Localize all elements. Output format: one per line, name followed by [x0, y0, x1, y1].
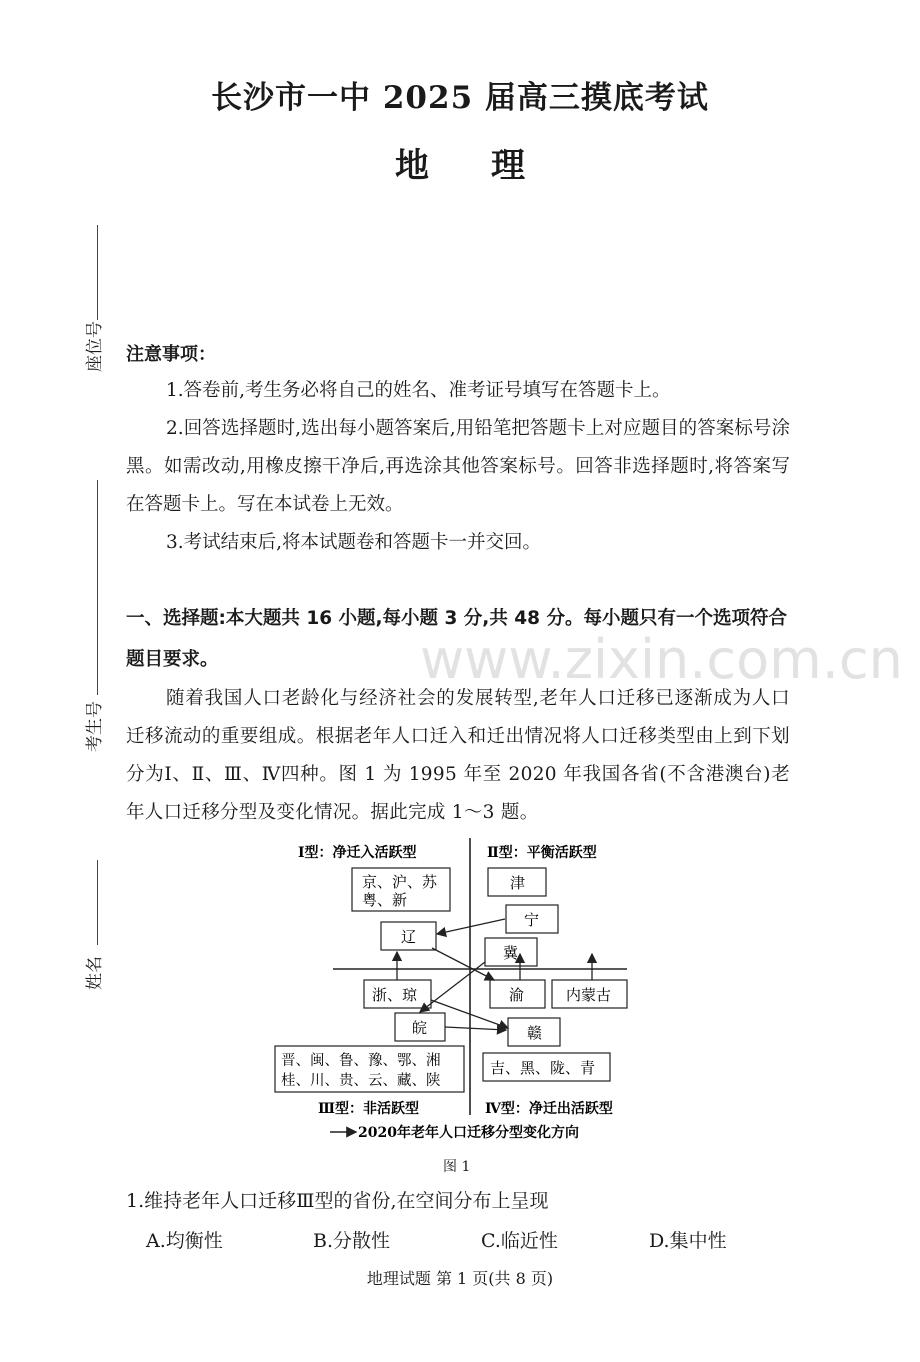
page-footer: 地理试题 第 1 页(共 8 页): [366, 1269, 554, 1288]
question-1-stem: 1.维持老年人口迁移Ⅲ型的省份,在空间分布上呈现: [126, 1190, 549, 1212]
box-neimenggu-label: 内蒙古: [566, 986, 612, 1004]
notice-item-3: 3.考试结束后,将本试题卷和答题卡一并交回。: [166, 532, 542, 553]
quadrant-3-label: Ⅲ型：非活跃型: [318, 1101, 420, 1117]
box-ning-label: 宁: [524, 911, 540, 929]
seat-label: 座位号: [85, 321, 105, 372]
seat-line: [97, 225, 98, 320]
legend-label: 2020年老年人口迁移分型变化方向: [358, 1125, 579, 1141]
notice-item-2: 2.回答选择题时,选出每小题答案后,用铅笔把答题卡上对应题目的答案标号涂黑。如需改动,用橡皮擦干净后,再选涂其他答案标号。回答非选择题时,将答案写在答题卡上。写在本试卷上无效。: [126, 418, 790, 515]
question-1-option-d[interactable]: D.集中性: [649, 1230, 727, 1252]
exam-no-label: 考生号: [85, 701, 105, 752]
quadrant-1-label: Ⅰ型：净迁入活跃型: [298, 845, 417, 861]
box-zhe-qiong-label: 浙、琼: [372, 986, 418, 1004]
exam-no-line: [97, 480, 98, 695]
notice-item-1: 1.答卷前,考生务必将自己的姓名、准考证号填写在答题卡上。: [166, 380, 671, 401]
exam-title: 长沙市一中 2025 届高三摸底考试: [211, 80, 709, 116]
box-liao-label: 辽: [401, 928, 417, 946]
arrow-ning-to-liao: [437, 919, 505, 934]
notice-title: 注意事项：: [126, 344, 216, 365]
box-group4-label: 吉、黑、陇、青: [490, 1059, 596, 1077]
box-yu-label: 渝: [509, 986, 525, 1004]
arrow-wan-to-gan: [445, 1027, 506, 1030]
subject-title: 地理: [395, 146, 587, 186]
box-ji-label: 冀: [503, 944, 519, 962]
question-1-option-b[interactable]: B.分散性: [313, 1230, 391, 1252]
figure-1: [0, 830, 920, 1160]
box-jin-label: 津: [510, 874, 526, 892]
section-heading: 一、选择题:本大题共 16 小题,每小题 3 分,共 48 分。每小题只有一个选项符合题目要求。: [126, 608, 787, 670]
question-1-option-a[interactable]: A.均衡性: [146, 1230, 223, 1252]
quadrant-4-label: Ⅳ型：净迁出活跃型: [485, 1101, 613, 1117]
quadrant-2-label: Ⅱ型：平衡活跃型: [487, 845, 597, 861]
box-group3-line1: 晋、闽、鲁、豫、鄂、湘: [281, 1053, 441, 1069]
question-1-option-c[interactable]: C.临近性: [481, 1230, 558, 1252]
box-jing-hu-su-line1: 京、沪、苏: [362, 873, 438, 891]
name-label: 姓名: [85, 956, 105, 990]
watermark: www.zixin.com.cn: [420, 628, 903, 691]
box-wan-label: 皖: [412, 1019, 428, 1037]
passage: 随着我国人口老龄化与经济社会的发展转型,老年人口迁移已逐渐成为人口迁移流动的重要组成。根据老年人口迁入和迁出情况将人口迁移类型由上到下划分为Ⅰ、Ⅱ、Ⅲ、Ⅳ四种。图 1 为 1995 年至 2020 年我国各省(不含港澳台)老年人口迁移分型及变化情况。据此完成 1～3 题。: [126, 688, 790, 823]
figure-caption-text: 图 1: [443, 1159, 471, 1175]
box-gan-label: 赣: [527, 1024, 543, 1042]
box-jing-hu-su-line2: 粤、新: [362, 891, 408, 909]
box-group3-line2: 桂、川、贵、云、藏、陕: [281, 1073, 441, 1089]
